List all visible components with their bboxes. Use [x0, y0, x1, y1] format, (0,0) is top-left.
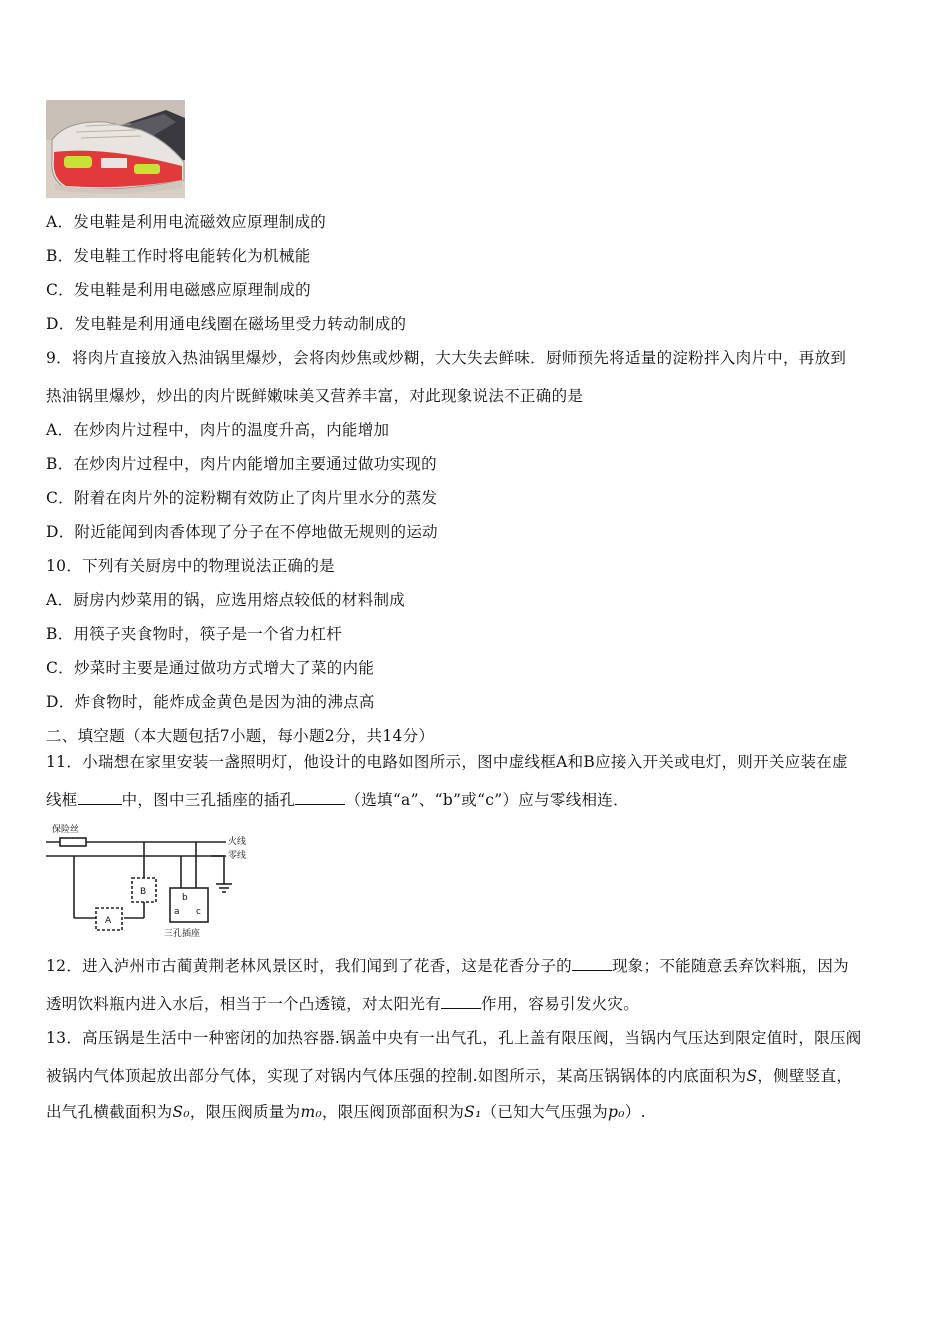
socket-hole-c: c	[196, 907, 201, 917]
q8-option-c: C．发电鞋是利用电磁感应原理制成的	[46, 281, 311, 299]
q11-blank-1[interactable]	[78, 790, 122, 805]
q11-line1: 11．小瑞想在家里安装一盏照明灯，他设计的电路如图所示，图中虚线框A和B应接入开关或电灯，则开关应装在虚	[46, 753, 848, 771]
q10-option-d: D．炸食物时，能炸成金黄色是因为油的沸点高	[46, 693, 375, 711]
q13-text-c: 出气孔横截面积为	[46, 1103, 173, 1121]
socket-hole-b: b	[182, 893, 188, 903]
q12-text-b: 现象；不能随意丢弃饮料瓶，因为	[611, 957, 849, 975]
q11-text-c: （选填“a”、“b”或“c”）应与零线相连．	[345, 791, 629, 809]
live-wire-label: 火线	[228, 837, 246, 847]
var-s0: S₀	[172, 1103, 190, 1121]
box-b-label: B	[140, 887, 147, 897]
var-s1: S₁	[464, 1103, 482, 1121]
q13-line1: 13．高压锅是生活中一种密闭的加热容器.锅盖中央有一出气孔，孔上盖有限压阀，当锅内气压达到限定值时，限压阀	[46, 1029, 862, 1047]
q9-option-a: A．在炒肉片过程中，肉片的温度升高，内能增加	[46, 421, 390, 439]
q10-option-a: A．厨房内炒菜用的锅，应选用熔点较低的材料制成	[46, 591, 406, 609]
q12-text-a: 12．进入泸州市古蔺黄荆老林风景区时，我们闻到了花香，这是花香分子的	[46, 957, 572, 975]
var-m0: m₀	[300, 1103, 322, 1121]
q13-text-e: ，限压阀顶部面积为	[321, 1103, 465, 1121]
q10-stem: 10．下列有关厨房中的物理说法正确的是	[46, 557, 335, 575]
q9-stem-line1: 9．将肉片直接放入热油锅里爆炒，会将肉炒焦或炒糊，大大失去鲜味．厨师预先将适量的淀粉拌入肉片中，再放到	[46, 349, 847, 367]
q8-option-d: D．发电鞋是利用通电线圈在磁场里受力转动制成的	[46, 315, 407, 333]
q9-stem-line2: 热油锅里爆炒，炒出的肉片既鲜嫩味美又营养丰富，对此现象说法不正确的是	[46, 387, 584, 405]
q12-blank-1[interactable]	[572, 956, 612, 971]
box-a-label: A	[105, 916, 112, 926]
q11-text-b: 中，图中三孔插座的插孔	[121, 791, 296, 809]
var-p0: p₀	[608, 1103, 625, 1121]
q9-option-b: B．在炒肉片过程中，肉片内能增加主要通过做功实现的	[46, 455, 437, 473]
q12-blank-2[interactable]	[441, 994, 481, 1009]
q11-blank-2[interactable]	[295, 790, 345, 805]
q12-text-c: 透明饮料瓶内进入水后，相当于一个凸透镜，对太阳光有	[46, 995, 442, 1013]
q13-line3	[46, 1102, 646, 1122]
q12-text-d: 作用，容易引发火灾。	[481, 995, 640, 1013]
q13-text-f: （已知大气压强为	[481, 1103, 609, 1121]
fuse-label: 保险丝	[52, 825, 80, 835]
q8-option-b: B．发电鞋工作时将电能转化为机械能	[46, 247, 311, 265]
q13-text-g: ）.	[624, 1103, 646, 1121]
q12-line1	[46, 956, 849, 976]
q9-option-c: C．附着在肉片外的淀粉糊有效防止了肉片里水分的蒸发	[46, 489, 438, 507]
section-2-heading: 二、填空题（本大题包括7小题，每小题2分，共14分）	[46, 727, 435, 745]
neutral-wire-label: 零线	[228, 851, 246, 861]
var-s: S	[746, 1067, 758, 1085]
q10-option-b: B．用筷子夹食物时，筷子是一个省力杠杆	[46, 625, 343, 643]
q11-text-a: 线框	[46, 791, 78, 809]
socket-label: 三孔插座	[164, 929, 201, 939]
socket-hole-a: a	[174, 907, 180, 917]
q10-option-c: C．炒菜时主要是通过做功方式增大了菜的内能	[46, 659, 375, 677]
q9-option-d: D．附近能闻到肉香体现了分子在不停地做无规则的运动	[46, 523, 438, 541]
q8-option-a: A．发电鞋是利用电流磁效应原理制成的	[46, 213, 327, 231]
circuit-diagram	[46, 818, 246, 940]
q13-text-d: ，限压阀质量为	[189, 1103, 301, 1121]
generator-shoe-image	[46, 100, 185, 198]
q13-text-a: 被锅内气体顶起放出部分气体，实现了对锅内气体压强的控制.如图所示，某高压锅锅体的内底面积为	[46, 1067, 747, 1085]
q11-line2	[46, 790, 629, 810]
q12-line2	[46, 994, 639, 1014]
q13-line2	[46, 1066, 852, 1086]
q13-text-b: ，侧壁竖直，	[757, 1067, 853, 1085]
